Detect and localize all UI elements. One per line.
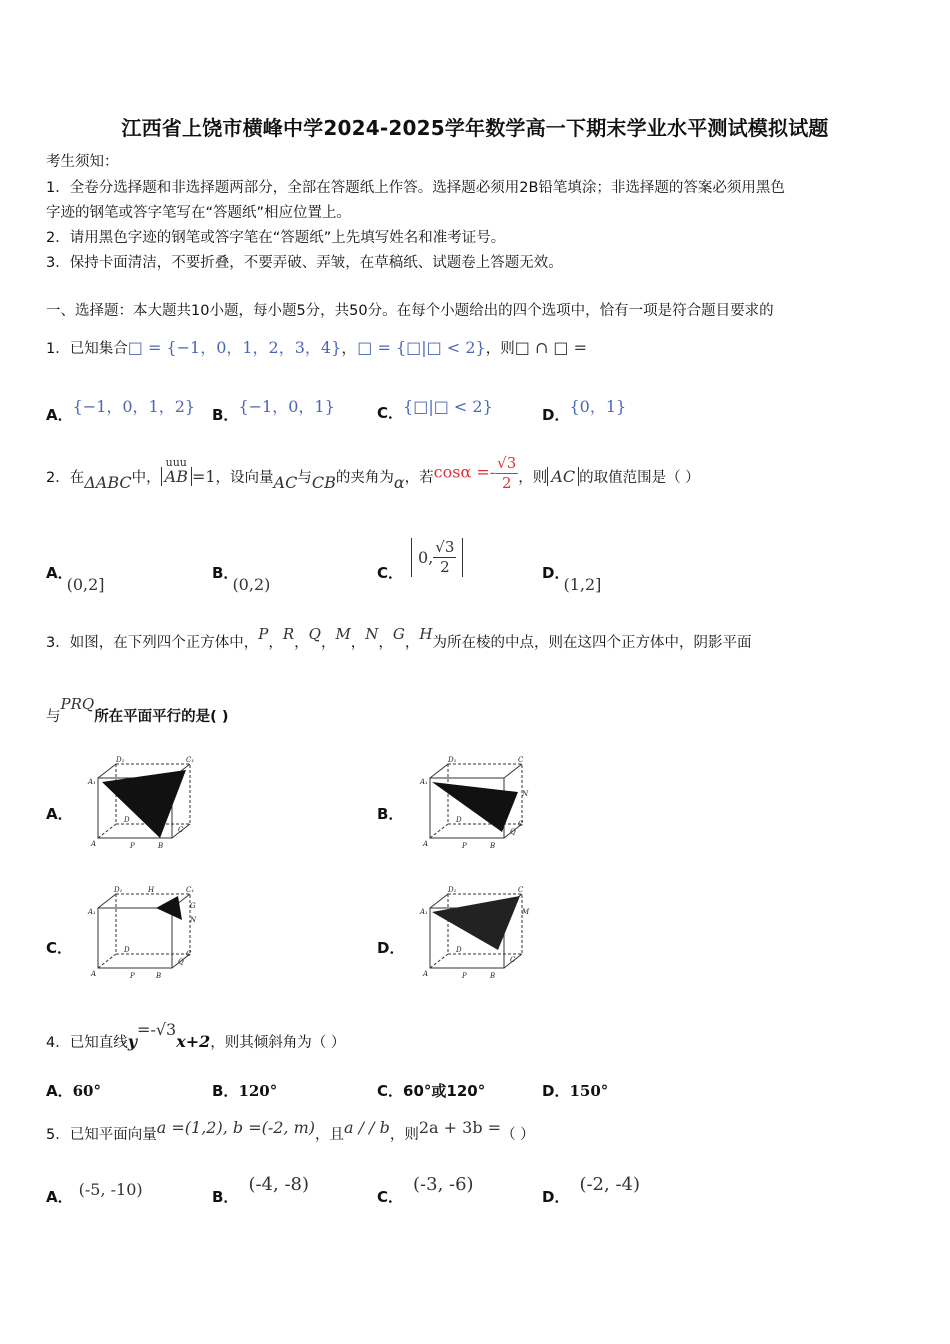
q5-text-2: ，则 xyxy=(389,1127,419,1143)
section-heading: 一、选择题：本大题共10小题，每小题5分，共50分。在每个小题给出的四个选项中，恰有一项是符合题目要求的 xyxy=(46,303,774,319)
q3-text-1: 为所在棱的中点，则在这四个正方体中，阴影平面 xyxy=(432,635,752,651)
q5-option-c[interactable] xyxy=(377,1174,474,1207)
svg-text:C: C xyxy=(510,956,516,964)
q2-triangle: ΔABC xyxy=(84,472,132,492)
q4-x2: x+2 xyxy=(176,1032,211,1051)
q5-option-d-label: D． xyxy=(542,1188,570,1206)
svg-text:A₁: A₁ xyxy=(420,908,428,916)
q5-option-c-label: C． xyxy=(377,1188,404,1206)
svg-text:B: B xyxy=(490,972,496,980)
svg-text:N: N xyxy=(190,916,197,924)
q3-text-2: 所在平面平行的是( ) xyxy=(94,709,229,725)
q3-option-d-label[interactable]: D． xyxy=(377,939,405,957)
q5-option-a[interactable] xyxy=(46,1180,143,1207)
svg-text:N: N xyxy=(522,790,529,798)
q2-eq1: =1 xyxy=(191,466,216,486)
q3-prq: PRQ xyxy=(60,695,95,713)
q1-option-a-value: {−1，0，1，2} xyxy=(72,397,196,416)
q5-text-3: （ ） xyxy=(501,1127,535,1143)
svg-text:Q: Q xyxy=(178,958,184,966)
svg-text:P: P xyxy=(462,842,467,850)
q2-option-b-label: B． xyxy=(212,564,239,582)
q5-option-a-value: (-5, -10) xyxy=(78,1180,143,1199)
q4-number: 4．已知直线 xyxy=(46,1035,128,1051)
q5-option-b-label: B． xyxy=(212,1188,239,1206)
svg-text:C: C xyxy=(186,950,192,958)
q5-number: 5．已知平面向量 xyxy=(46,1127,157,1143)
page-title: 江西省上饶市横峰中学2024-2025学年数学高一下期末学业水平测试模拟试题 xyxy=(121,116,829,140)
q4-option-d-label: D． xyxy=(542,1082,570,1100)
svg-text:M: M xyxy=(522,908,530,916)
q3-option-b-label[interactable]: B． xyxy=(377,805,404,823)
svg-text:D₁: D₁ xyxy=(448,886,457,894)
q3-point-p: P xyxy=(258,625,269,643)
q2-cos: cosα =- xyxy=(433,462,496,482)
question-3: 3．如图，在下列四个正方体中，P，R，Q，M，N，G，H为所在棱的中点，则在这四个正方体中，阴影平面 xyxy=(46,625,752,651)
q1-option-d-label: D． xyxy=(542,406,570,424)
q2-cos-fraction: $\frac{√3}{2}$ xyxy=(497,454,517,492)
q1-option-d[interactable] xyxy=(542,397,627,425)
svg-text:A: A xyxy=(423,840,429,848)
q1-expression: □ ∩ □ = xyxy=(514,338,588,357)
q2-option-c-label: C． xyxy=(377,564,404,582)
q2-text-3: ，若 xyxy=(404,469,434,486)
q1-then: ，则 xyxy=(485,341,515,357)
q2-option-c[interactable] xyxy=(377,538,463,582)
q1-option-b[interactable] xyxy=(212,397,335,425)
q1-separator: ， xyxy=(341,338,358,357)
q2-option-d-value: (1,2] xyxy=(563,575,602,594)
q3-point-n: N xyxy=(365,625,379,643)
q2-zhong: 中， xyxy=(131,469,161,486)
svg-text:A: A xyxy=(91,970,97,978)
q3-point-m: M xyxy=(335,625,351,643)
svg-text:H: H xyxy=(148,886,155,894)
q4-option-d[interactable] xyxy=(542,1080,608,1101)
q1-set-a: □ = {−1，0，1，2，3，4} xyxy=(127,338,342,357)
notice-item-1-line-2: 字迹的钢笔或答字笔写在“答题纸”相应位置上。 xyxy=(46,205,352,221)
svg-text:D₁: D₁ xyxy=(448,756,457,764)
svg-text:B: B xyxy=(156,972,162,980)
q2-text-4: ，则 xyxy=(518,469,548,486)
svg-text:Q: Q xyxy=(510,828,516,836)
q5-option-d-value: (-2, -4) xyxy=(579,1174,641,1195)
q2-option-a-value: (0,2] xyxy=(66,575,105,594)
q2-text-1: ，设向量 xyxy=(215,469,274,486)
q1-option-a-label: A． xyxy=(46,406,73,424)
q4-sqrt3: √3 xyxy=(155,1020,177,1039)
question-5 xyxy=(46,1118,535,1143)
svg-text:P: P xyxy=(130,972,135,980)
question-4 xyxy=(46,1020,346,1051)
q4-y: y xyxy=(127,1032,138,1051)
q1-option-c-value: {□|□ < 2} xyxy=(403,397,493,416)
q3-cube-d[interactable] xyxy=(418,886,530,982)
q2-option-a[interactable] xyxy=(46,562,111,594)
question-2 xyxy=(46,456,700,506)
svg-text:C₁: C₁ xyxy=(186,886,195,894)
svg-text:A: A xyxy=(91,840,97,848)
svg-text:A₁: A₁ xyxy=(88,908,96,916)
q5-option-d[interactable] xyxy=(542,1174,641,1207)
svg-text:G: G xyxy=(190,902,196,910)
q4-option-a[interactable] xyxy=(46,1080,101,1101)
svg-text:A₁: A₁ xyxy=(420,778,428,786)
q2-option-b-value: (0,2) xyxy=(232,575,271,594)
svg-text:D: D xyxy=(456,816,462,824)
svg-text:C: C xyxy=(518,886,524,894)
svg-text:D: D xyxy=(124,946,130,954)
q1-set-b: □ = {□|□ < 2} xyxy=(357,338,486,357)
q3-option-c-label[interactable]: C． xyxy=(46,939,73,957)
q1-option-c-label: C． xyxy=(377,404,404,422)
q5-text-1: ，且 xyxy=(315,1127,345,1143)
svg-text:D: D xyxy=(124,816,130,824)
svg-text:C: C xyxy=(518,820,524,828)
svg-text:D₁: D₁ xyxy=(114,886,123,894)
q2-vector-cb: CB xyxy=(311,472,336,492)
q2-option-a-label: A． xyxy=(46,564,73,582)
q5-option-a-label: A． xyxy=(46,1188,73,1206)
q1-number: 1．已知集合 xyxy=(46,341,128,357)
notice-item-1-line-1: 1．全卷分选择题和非选择题两部分，全部在答题纸上作答。选择题必须用2B铅笔填涂；非选择题的答案必须用黑色 xyxy=(46,180,785,196)
q4-option-c-value: 60°或120° xyxy=(403,1082,486,1100)
notice-heading: 考生须知： xyxy=(46,154,119,170)
q3-number: 3．如图，在下列四个正方体中， xyxy=(46,635,259,651)
q5-parallel: a / / b xyxy=(344,1118,390,1137)
q1-option-b-value: {−1，0，1} xyxy=(238,397,335,416)
q5-option-c-value: (-3, -6) xyxy=(413,1174,474,1195)
q4-option-c-label: C． xyxy=(377,1082,404,1100)
q2-option-c-value: 0, $\frac{√3}{2}$ xyxy=(411,538,463,577)
svg-text:D₁: D₁ xyxy=(116,756,125,764)
svg-text:D: D xyxy=(456,946,462,954)
svg-text:C₁: C₁ xyxy=(186,756,195,764)
q5-expression: 2a + 3b = xyxy=(418,1118,502,1137)
q2-alpha: α xyxy=(393,472,405,492)
q4-option-b-value: 120° xyxy=(238,1082,278,1100)
q3-cube-b[interactable] xyxy=(418,756,530,852)
q2-ac-norm: AC xyxy=(547,467,579,486)
q1-option-c[interactable] xyxy=(377,397,493,423)
q2-option-d-label: D． xyxy=(542,564,570,582)
q3-cube-a[interactable] xyxy=(86,756,198,852)
q2-number: 2．在 xyxy=(46,469,85,486)
svg-text:C: C xyxy=(518,756,524,764)
q4-option-a-label: A． xyxy=(46,1082,73,1100)
q2-yu: 与 xyxy=(297,469,312,486)
q2-option-b[interactable] xyxy=(212,562,276,594)
svg-text:C: C xyxy=(178,826,184,834)
q4-option-b-label: B． xyxy=(212,1082,239,1100)
q4-option-c[interactable] xyxy=(377,1080,485,1101)
q3-point-g: G xyxy=(392,625,405,643)
q4-eq: =- xyxy=(137,1020,156,1039)
svg-text:P: P xyxy=(462,972,467,980)
q3-yu: 与 xyxy=(46,709,61,725)
q4-option-a-value: 60° xyxy=(72,1082,101,1100)
q5-option-b-value: (-4, -8) xyxy=(248,1174,309,1195)
q3-option-a-label[interactable]: A． xyxy=(46,805,73,823)
q1-options xyxy=(46,396,906,424)
notice-item-3: 3．保持卡面清洁，不要折叠，不要弄破、弄皱，在草稿纸、试题卷上答题无效。 xyxy=(46,255,563,271)
q3-cube-c[interactable] xyxy=(86,886,198,982)
q1-option-a[interactable] xyxy=(46,397,196,425)
q2-ab: uuu AB xyxy=(161,467,192,486)
svg-text:B: B xyxy=(490,842,496,850)
q4-option-d-value: 150° xyxy=(569,1082,609,1100)
q3-point-q: Q xyxy=(308,625,321,643)
q1-option-d-value: {0，1} xyxy=(569,397,627,416)
q2-ab-norm xyxy=(161,455,192,488)
q1-option-b-label: B． xyxy=(212,406,239,424)
q5-vectors: a =(1,2), b =(-2, m) xyxy=(156,1118,316,1137)
q3-point-h: H xyxy=(419,625,433,643)
q5-option-b[interactable] xyxy=(212,1174,309,1207)
q2-vector-ac: AC xyxy=(273,472,298,492)
q2-ab-arrow: uuu xyxy=(165,455,187,469)
svg-text:A₁: A₁ xyxy=(88,778,96,786)
q2-option-d[interactable] xyxy=(542,562,607,594)
svg-text:A: A xyxy=(423,970,429,978)
q2-text-2: 的夹角为 xyxy=(335,469,394,486)
q4-option-b[interactable] xyxy=(212,1080,277,1101)
question-1 xyxy=(46,338,587,359)
svg-text:B: B xyxy=(158,842,164,850)
svg-text:P: P xyxy=(130,842,135,850)
q2-text-5: 的取值范围是（ ） xyxy=(579,469,700,486)
notice-item-2: 2．请用黑色字迹的钢笔或答字笔在“答题纸”上先填写姓名和准考证号。 xyxy=(46,230,506,246)
question-3-line-2 xyxy=(46,694,229,725)
q4-text-1: ，则其倾斜角为（ ） xyxy=(210,1035,346,1051)
q3-point-r: R xyxy=(282,625,295,643)
q2-options xyxy=(46,538,906,594)
